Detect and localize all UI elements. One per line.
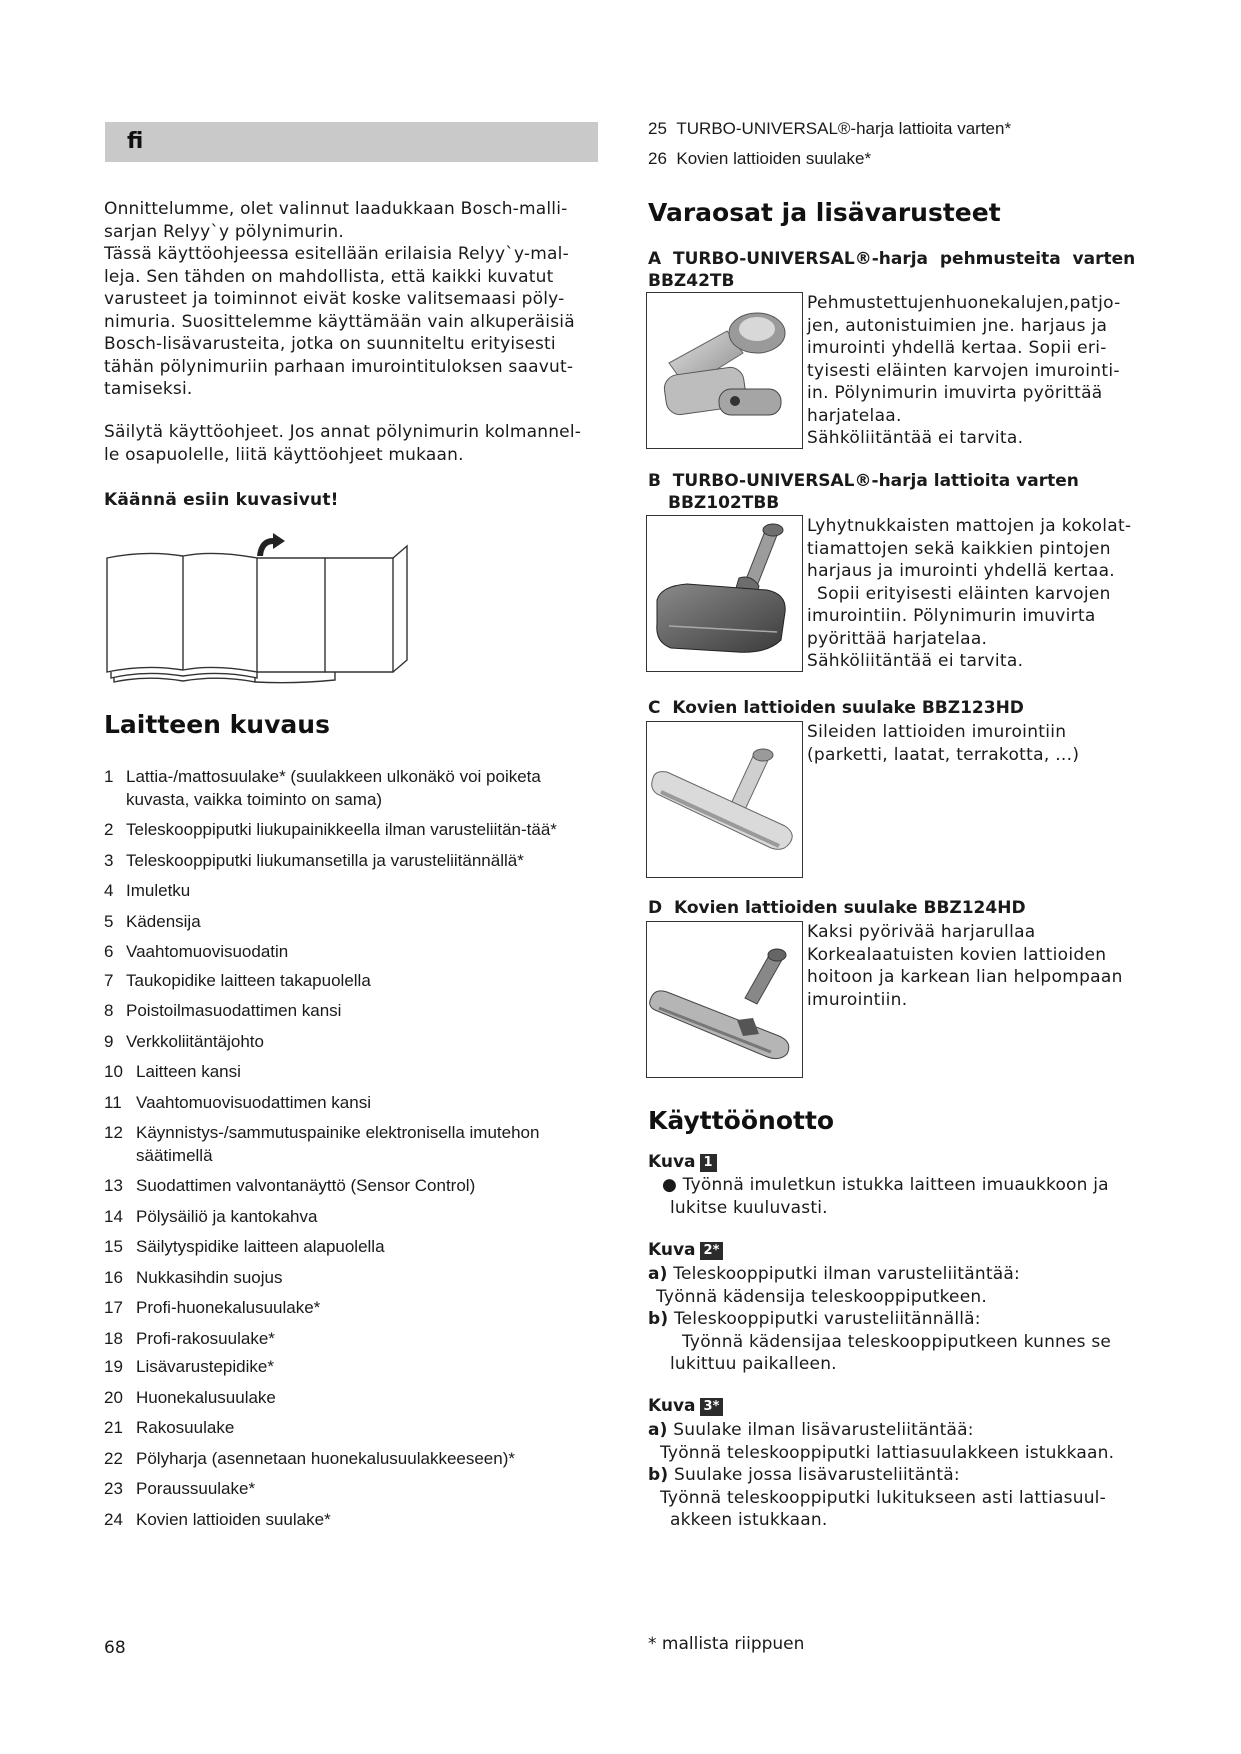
figure-1-step: ● Työnnä imuletkun istukka laitteen imuaukkoon ja lukitse kuuluvasti. xyxy=(662,1175,1109,1218)
upholstery-turbo-brush-icon xyxy=(647,293,802,448)
list-item: 22 Pölyharja (asennetaan huonekalusuulakkeeseen)* xyxy=(104,1448,515,1468)
figure-2-label: Kuva 2* xyxy=(648,1240,723,1260)
keep-instructions-paragraph xyxy=(104,421,600,466)
section-heading-device: Laitteen kuvaus xyxy=(104,710,330,739)
list-item: 13 Suodattimen valvontanäyttö (Sensor Control) xyxy=(104,1176,476,1195)
accessory-b-description: Lyhytnukkaisten mattojen ja kokolat- tiamattojen sekä kaikkien pintojen harjaus ja imurointi yhdellä kertaa. Sopii erityisesti eläinten karvojen imurointiin. Pölynimurin imuvirta pyörittää harjatelaa. Sähköliitäntää ei tarvita. xyxy=(807,516,1132,671)
list-item: 5 Kädensija xyxy=(104,911,201,931)
intro-line: nimuria. Suosittelemme käyttämään vain alkuperäisiä xyxy=(104,311,575,332)
list-item: 23 Poraussuulake* xyxy=(104,1479,256,1498)
intro-line: Onnittelumme, olet valinnut laadukkaan Bosch-malli- xyxy=(104,199,568,219)
floor-turbo-brush-icon xyxy=(647,516,802,671)
list-item: 21 Rakosuulake xyxy=(104,1418,235,1437)
list-item: 9 Verkkoliitäntäjohto xyxy=(104,1031,264,1051)
list-item: 18 Profi-rakosuulake* xyxy=(104,1328,275,1348)
figure-badge: 1 xyxy=(700,1154,717,1172)
list-item: 24 Kovien lattioiden suulake* xyxy=(104,1509,331,1529)
accessory-d-heading: D Kovien lattioiden suulake BBZ124HD xyxy=(648,898,1026,918)
list-item: 10 Laitteen kansi xyxy=(104,1062,241,1081)
hard-floor-roller-nozzle-icon xyxy=(647,922,802,1077)
list-item: 16 Nukkasihdin suojus xyxy=(104,1267,283,1287)
fold-out-pages-illustration xyxy=(105,532,415,692)
accessory-c-description: Sileiden lattioiden imurointiin (parketti, laatat, terrakotta, ...) xyxy=(807,722,1080,765)
open-booklet-icon xyxy=(105,532,415,692)
fold-note: Käännä esiin kuvasivut! xyxy=(104,490,339,510)
section-heading-setup: Käyttöönotto xyxy=(648,1106,835,1135)
list-item: 8 Poistoilmasuodattimen kansi xyxy=(104,1001,342,1020)
list-item: 1 Lattia-/mattosuulake* (suulakkeen ulkonäkö voi poiketa kuvasta, vaikka toiminto on sama) xyxy=(104,767,541,809)
list-item: 20 Huonekalusuulake xyxy=(104,1387,276,1407)
list-item: 25 TURBO-UNIVERSAL®-harja lattioita varten* xyxy=(648,119,1012,138)
accessory-c-heading: C Kovien lattioiden suulake BBZ123HD xyxy=(648,698,1024,718)
figure-3-label: Kuva 3* xyxy=(648,1396,723,1416)
list-item: 19 Lisävarustepidike* xyxy=(104,1357,274,1376)
list-item: 2 Teleskooppiputki liukupainikkeella ilman varusteliitän-tää* xyxy=(104,820,557,839)
intro-line: Bosch-lisävarusteita, jotka on suunniteltu erityisesti xyxy=(104,334,556,354)
accessory-a-description: Pehmustettujenhuonekalujen,patjo- jen, autonistuimien jne. harjaus ja imurointi yhdellä kertaa. Sopii eri- tyisesti eläinten karvojen imurointi- in. Pölynimurin imuvirta pyörittää harjatelaa. Sähköliitäntää ei tarvita. xyxy=(807,293,1121,448)
list-item: 15 Säilytyspidike laitteen alapuolella xyxy=(104,1237,385,1256)
list-item: 4 Imuletku xyxy=(104,881,191,900)
list-item: 3 Teleskooppiputki liukumansetilla ja varusteliitännällä* xyxy=(104,850,524,870)
figure-3-steps: a) Suulake ilman lisävarusteliitäntää: Työnnä teleskooppiputki lattiasuulakkeen istukkaan. b) Suulake jossa lisävarusteliitäntä: Työnnä teleskooppiputki lukitukseen asti lattiasuul- akkeen istukkaan. xyxy=(648,1420,1115,1530)
keep-line: le osapuolelle, liitä käyttöohjeet mukaan. xyxy=(104,444,464,465)
intro-line: leja. Sen tähden on mahdollista, että kaikki kuvatut xyxy=(104,266,554,287)
accessory-a-image xyxy=(646,292,803,449)
intro-line: sarjan Relyy`y pölynimurin. xyxy=(104,221,344,242)
accessory-a-heading: A TURBO-UNIVERSAL®-harja pehmusteita varten BBZ42TB xyxy=(648,249,1136,291)
page-number: 68 xyxy=(104,1638,126,1658)
list-item: 14 Pölysäiliö ja kantokahva xyxy=(104,1206,318,1226)
intro-line: Tässä käyttöohjeessa esitellään erilaisia Relyy`y-mal- xyxy=(104,244,569,264)
list-item: 6 Vaahtomuovisuodatin xyxy=(104,942,289,961)
footnote: * mallista riippuen xyxy=(648,1634,805,1654)
intro-paragraph xyxy=(104,198,600,401)
intro-line: varusteet ja toiminnot eivät koske valitsemaasi pöly- xyxy=(104,289,565,309)
accessory-b-heading: B TURBO-UNIVERSAL®-harja lattioita varten BBZ102TBB xyxy=(648,471,1079,513)
hard-floor-nozzle-icon xyxy=(647,722,802,877)
device-parts-list-continued xyxy=(648,118,1188,170)
intro-line: tähän pölynimuriin parhaan imurointituloksen saavut- xyxy=(104,356,574,377)
device-parts-list xyxy=(104,766,604,1531)
figure-1-label: Kuva 1 xyxy=(648,1152,717,1172)
list-item: 12 Käynnistys-/sammutuspainike elektronisella imutehon säätimellä xyxy=(104,1123,540,1165)
list-item: 26 Kovien lattioiden suulake* xyxy=(648,149,872,168)
language-code: fi xyxy=(127,129,144,154)
accessory-b-image xyxy=(646,515,803,672)
accessory-d-description: Kaksi pyörivää harjarullaa Korkealaatuisten kovien lattioiden hoitoon ja karkean lian helpompaan imurointiin. xyxy=(807,922,1123,1010)
list-item: 17 Profi-huonekalusuulake* xyxy=(104,1298,321,1317)
list-item: 7 Taukopidike laitteen takapuolella xyxy=(104,970,371,990)
list-item: 11 Vaahtomuovisuodattimen kansi xyxy=(104,1092,371,1112)
bullet-icon: ● xyxy=(662,1175,678,1195)
accessory-d-image xyxy=(646,921,803,1078)
keep-line: Säilytä käyttöohjeet. Jos annat pölynimurin kolmannel- xyxy=(104,422,582,442)
figure-badge: 2* xyxy=(700,1242,724,1260)
section-heading-accessories: Varaosat ja lisävarusteet xyxy=(648,198,1001,227)
language-bar xyxy=(105,122,598,162)
accessory-c-image xyxy=(646,721,803,878)
figure-2-steps: a) Teleskooppiputki ilman varusteliitäntää: Työnnä kädensija teleskooppiputkeen. b) Teleskooppiputki varusteliitännällä: Työnnä kädensijaa teleskooppiputkeen kunnes se lukittuu paikalleen. xyxy=(648,1264,1112,1374)
intro-line: tamiseksi. xyxy=(104,379,193,399)
figure-badge: 3* xyxy=(700,1398,724,1416)
